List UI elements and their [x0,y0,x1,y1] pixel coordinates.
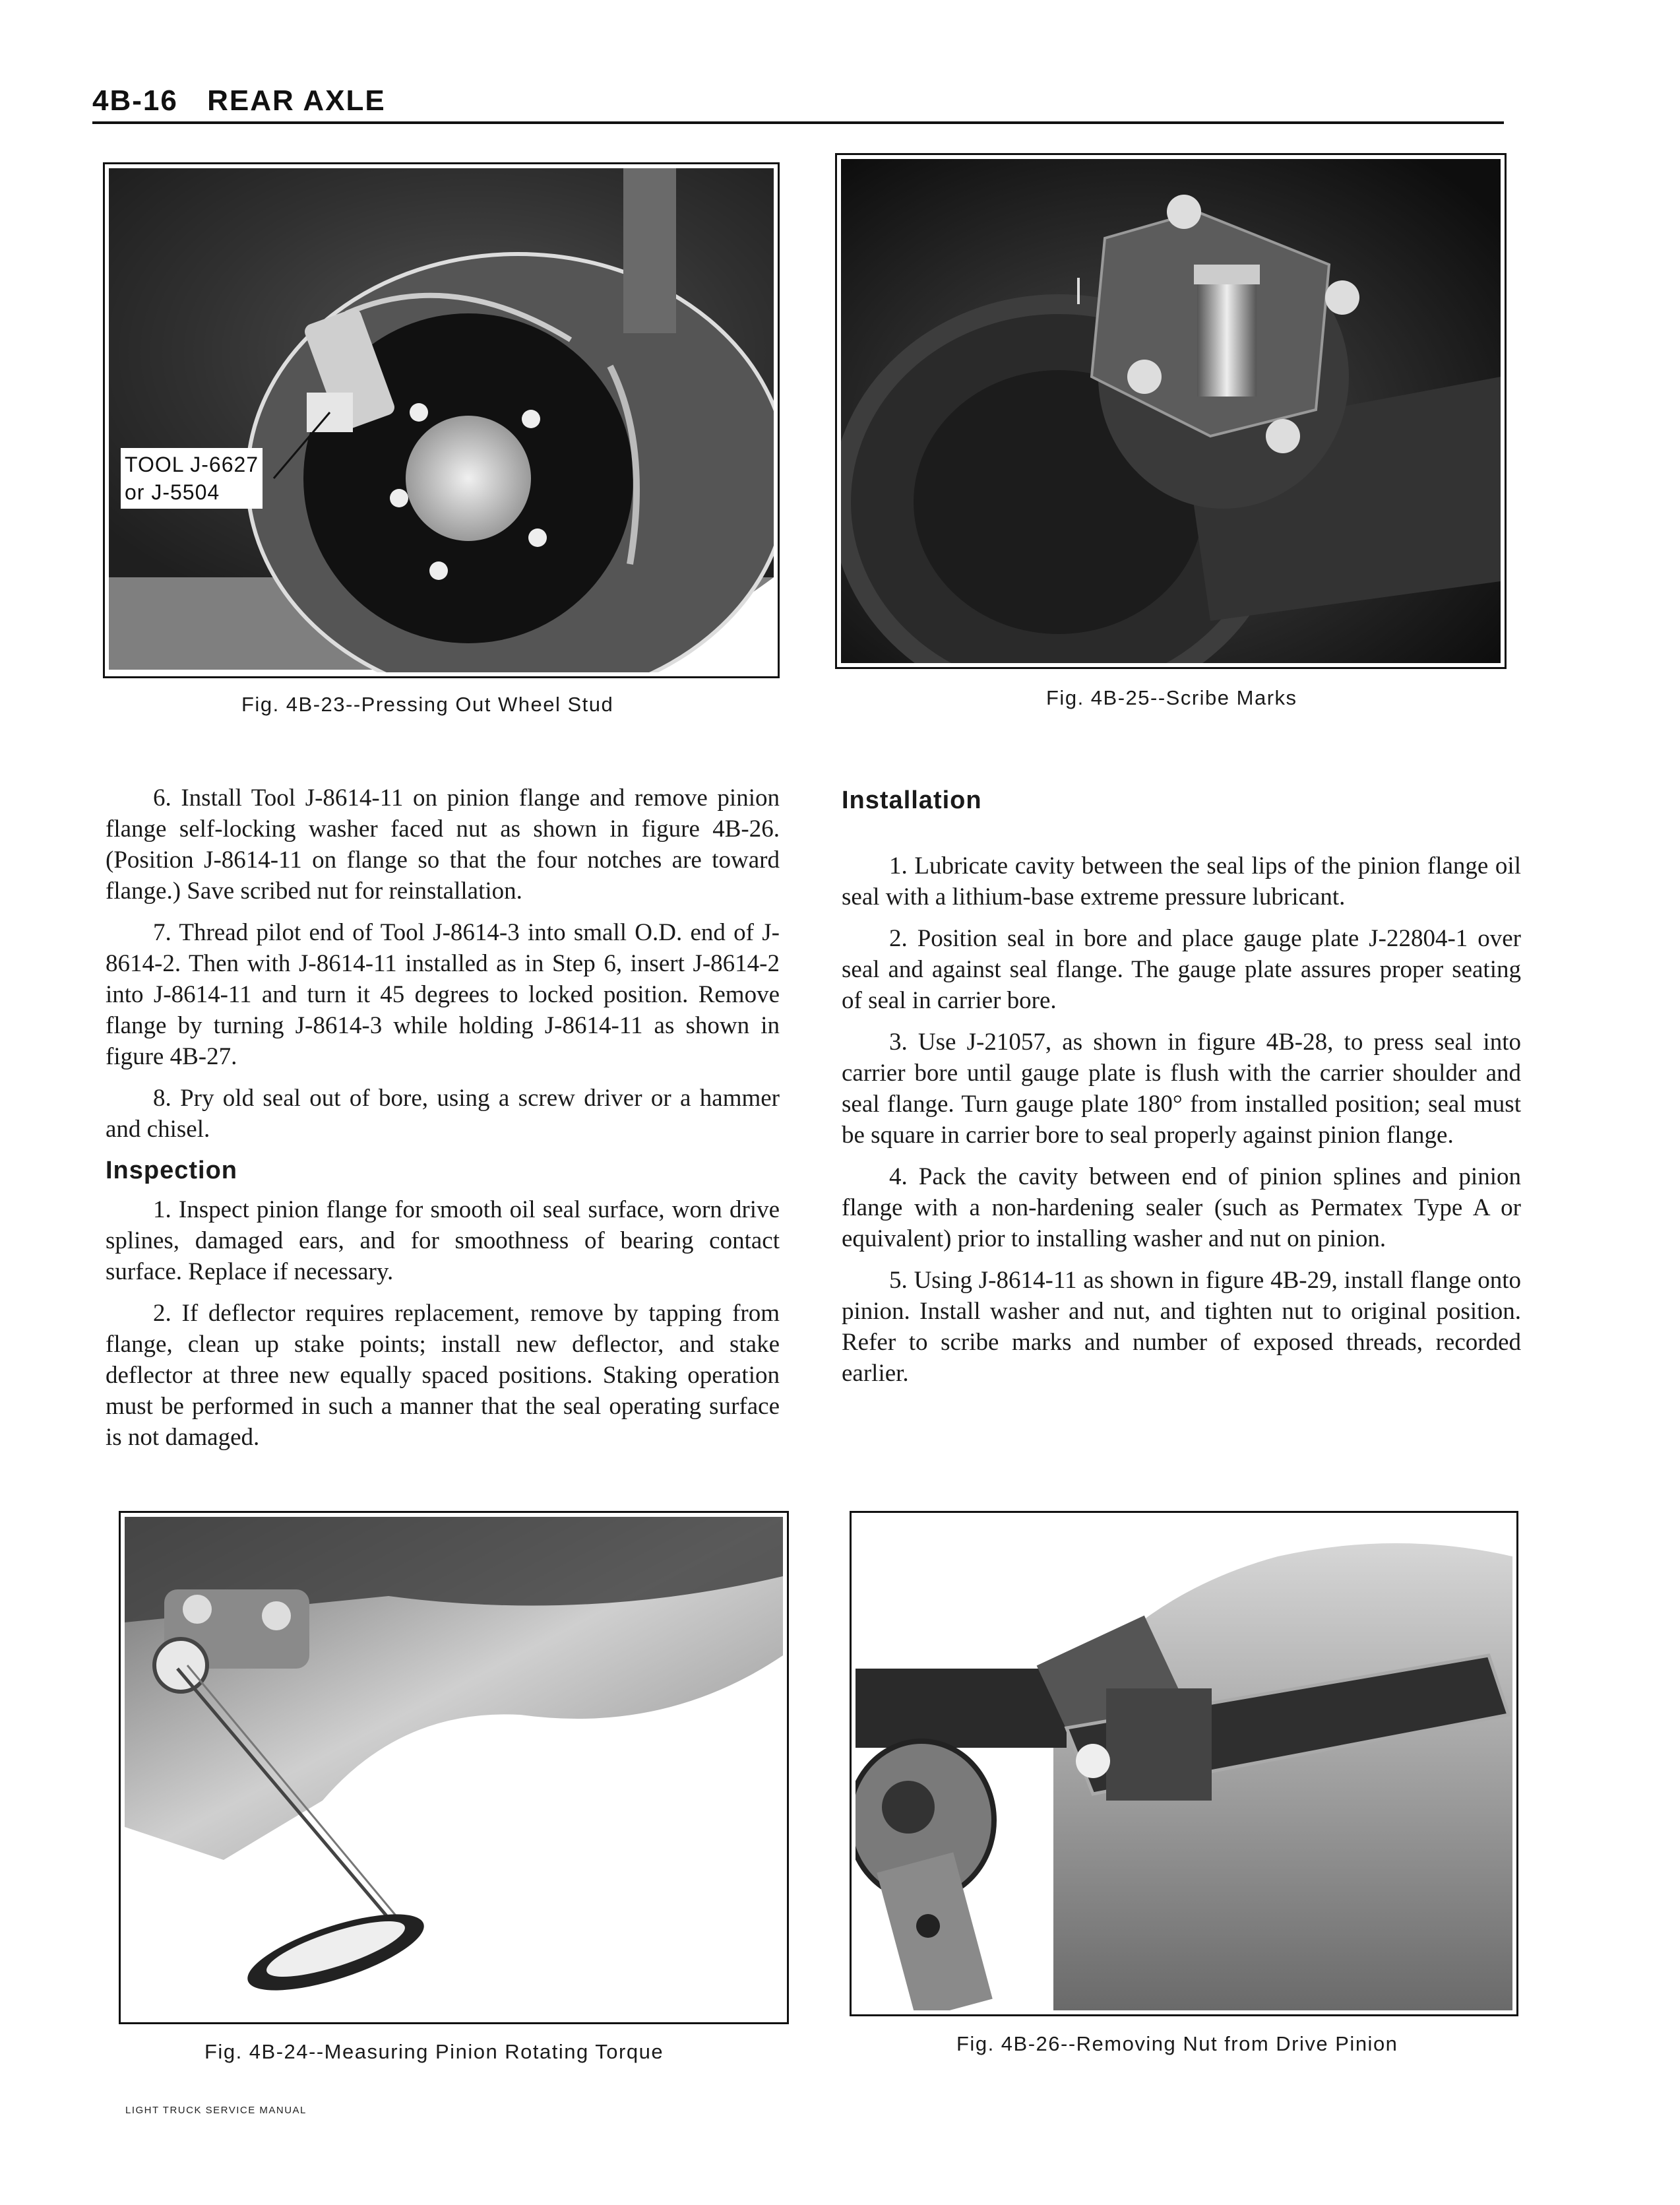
removal-step-7: 7. Thread pilot end of Tool J-8614-3 into small O.D. end of J-8614-2. Then with J-8614-11 installed as in Step 6, insert J-8614-2 into J-8614-11 and turn it 45 degrees to locked position. Remove flange by turning J-8614-3 while holding J-8614-11 as shown in figure 4B-27. [106,919,780,1070]
left-column [106,783,780,1463]
page-header [92,84,386,117]
right-column [842,779,1521,1399]
removal-step-8: 8. Pry old seal out of bore, using a screw driver or a hammer and chisel. [106,1085,780,1143]
removal-step-6: 6. Install Tool J-8614-11 on pinion flange and remove pinion flange self-locking washer faced nut as shown in figure 4B-26. (Position J-8614-11 on flange so that the four notches are toward flange.) Save scribed nut for reinstallation. [106,784,780,905]
page-footer: LIGHT TRUCK SERVICE MANUAL [125,2105,307,2116]
removing-nut-photo [856,1517,1512,2010]
scribe-marks-photo [841,159,1501,663]
installation-step-1: 1. Lubricate cavity between the seal lips of the pinion flange oil seal with a lithium-base extreme pressure lubricant. [842,852,1521,911]
inspection-step-2: 2. If deflector requires replacement, remove by tapping from flange, clean up stake points; install new deflector, and stake deflector at three new equally spaced positions. Staking operation must be performed in such a manner that the seal operating surface is not damaged. [106,1300,780,1451]
installation-step-3: 3. Use J-21057, as shown in figure 4B-28, to press seal into carrier bore until gauge plate is flush with the carrier shoulder and seal flange. Turn gauge plate 180° from installed position; seal must be square in carrier bore to seal properly against pinion flange. [842,1029,1521,1149]
figure-4b-23-caption: Fig. 4B-23--Pressing Out Wheel Stud [241,693,614,716]
pinion-torque-photo [125,1517,783,2018]
tool-label [121,448,263,509]
wheel-stud-photo [109,168,774,672]
installation-step-5: 5. Using J-8614-11 as shown in figure 4B-29, install flange onto pinion. Install washer and nut, and tighten nut to original position. Refer to scribe marks and number of exposed threads, recorded earlier. [842,1267,1521,1387]
installation-heading: Installation [842,786,982,814]
figure-4b-24 [119,1511,789,2024]
section-title: REAR AXLE [207,84,386,117]
installation-step-4: 4. Pack the cavity between end of pinion splines and pinion flange with a non-hardening sealer (such as Permatex Type A or equivalent) prior to installing washer and nut on pinion. [842,1163,1521,1252]
tool-label-line2: or J-5504 [125,480,220,504]
figure-4b-26 [850,1511,1518,2016]
header-rule [92,121,1504,124]
inspection-heading: Inspection [106,1157,238,1184]
figure-4b-24-caption: Fig. 4B-24--Measuring Pinion Rotating Torque [204,2040,664,2063]
section-number: 4B-16 [92,84,178,117]
figure-4b-25-caption: Fig. 4B-25--Scribe Marks [1046,686,1297,709]
figure-4b-25 [835,153,1507,669]
inspection-step-1: 1. Inspect pinion flange for smooth oil seal surface, worn drive splines, damaged ears, and for smoothness of bearing contact surface. Replace if necessary. [106,1196,780,1285]
figure-4b-23 [103,162,780,678]
installation-step-2: 2. Position seal in bore and place gauge plate J-22804-1 over seal and against seal flange. The gauge plate assures proper seating of seal in carrier bore. [842,925,1521,1014]
figure-4b-26-caption: Fig. 4B-26--Removing Nut from Drive Pinion [956,2032,1398,2055]
tool-label-line1: TOOL J-6627 [125,453,259,476]
